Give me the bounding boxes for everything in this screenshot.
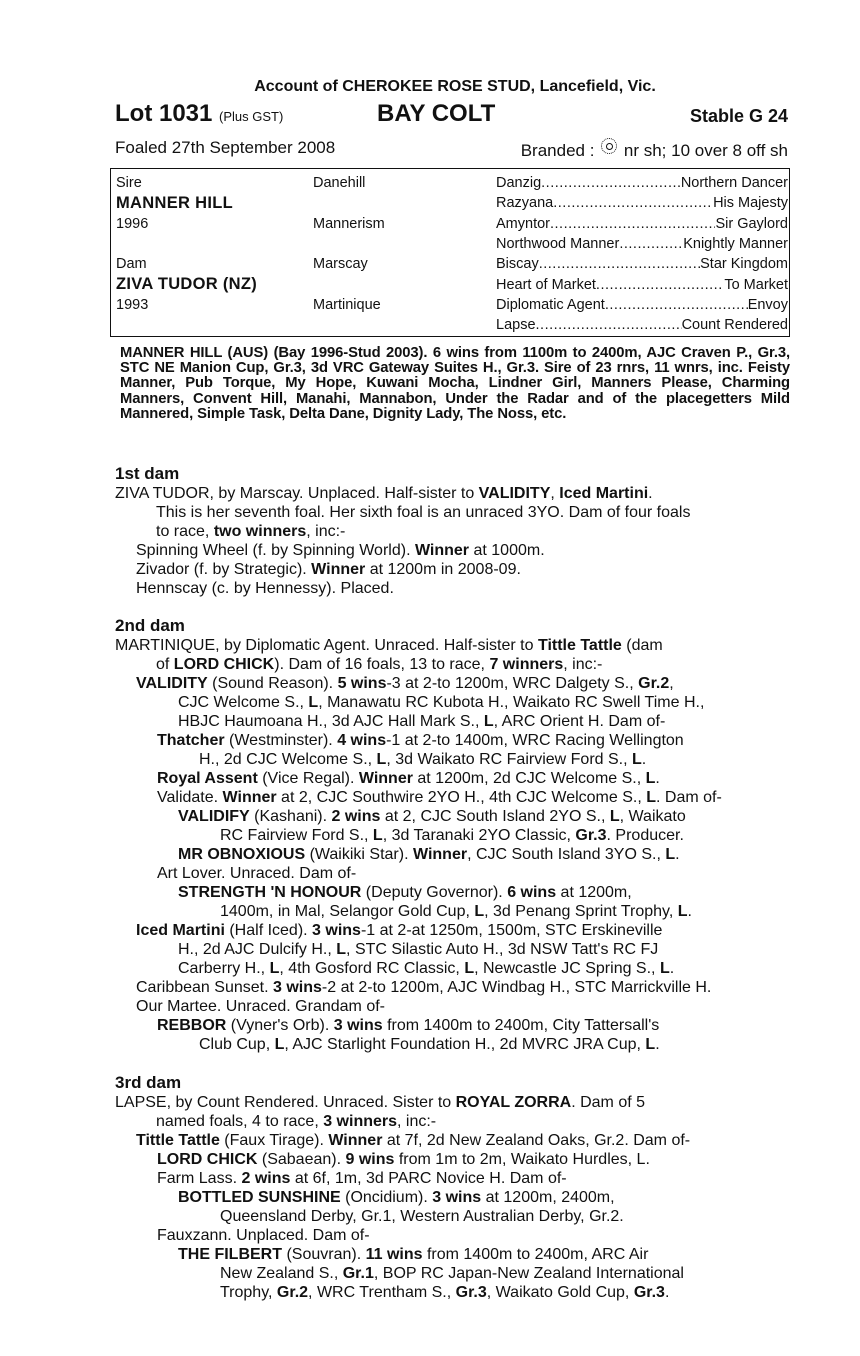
bold-text: VALIDITY xyxy=(136,675,208,692)
text-segment: (Vice Regal). xyxy=(257,770,359,787)
text-segment: , Newcastle JC Spring S., xyxy=(474,960,660,977)
bold-text: Gr.1 xyxy=(342,1265,374,1282)
text-segment: Club Cup, xyxy=(199,1036,275,1053)
second-dam-line xyxy=(157,788,722,807)
bold-text: Tittle Tattle xyxy=(537,637,622,654)
brand-mark-icon xyxy=(601,138,617,154)
dam-label: Dam xyxy=(116,256,147,272)
branded-info xyxy=(0,138,788,161)
text-segment: at 1200m, 2400m, xyxy=(481,1189,615,1206)
first-dam-line xyxy=(136,560,521,579)
text-segment: , xyxy=(550,485,560,502)
text-segment: at 2, CJC South Island 2YO S., xyxy=(380,808,610,825)
text-segment: Carberry H., xyxy=(178,960,270,977)
ancestor-right: Knightly Manner xyxy=(683,236,788,252)
ancestor-right: Count Rendered xyxy=(681,317,788,333)
bold-text: 5 wins xyxy=(337,675,387,692)
bold-text: 11 wins xyxy=(365,1246,423,1263)
ancestor-right: Northern Dancer xyxy=(680,175,788,191)
bold-text: Royal Assent xyxy=(157,770,258,787)
dam-year: 1993 xyxy=(116,297,149,313)
text-segment: at 2, CJC Southwire 2YO H., 4th CJC Welcome S., xyxy=(276,789,647,806)
ancestor-row xyxy=(496,297,788,313)
text-segment: RC Fairview Ford S., xyxy=(220,827,373,844)
bold-text: 7 winners xyxy=(489,656,564,673)
first-dam-line: This is her seventh foal. Her sixth foal is an unraced 3YO. Dam of four foals xyxy=(156,504,691,521)
text-segment: CJC Welcome S., xyxy=(178,694,309,711)
bold-text: Gr.3 xyxy=(455,1284,487,1301)
bold-text: VALIDIFY xyxy=(178,808,250,825)
ancestor-left: Diplomatic Agent xyxy=(496,297,605,313)
second-dam-line xyxy=(220,902,692,921)
ancestor-right: His Majesty xyxy=(713,195,788,211)
text-segment: , xyxy=(669,675,674,692)
text-segment: , WRC Trentham S., xyxy=(308,1284,456,1301)
text-segment: (Half Iced). xyxy=(224,922,313,939)
branded-suffix: nr sh; 10 over 8 off sh xyxy=(619,141,788,160)
sire-dam: Mannerism xyxy=(313,216,385,232)
text-segment: from 1m to 2m, Waikato Hurdles, L. xyxy=(394,1151,650,1168)
text-segment: 1400m, in Mal, Selangor Gold Cup, xyxy=(220,903,475,920)
sire-year: 1996 xyxy=(116,216,149,232)
ancestor-left: Heart of Market xyxy=(496,277,596,293)
text-segment: (dam xyxy=(621,637,663,654)
text-segment: Spinning Wheel (f. by Spinning World). xyxy=(136,542,415,559)
bold-text: Winner xyxy=(358,770,413,787)
text-segment: , BOP RC Japan-New Zealand International xyxy=(373,1265,684,1282)
third-dam-line: Fauxzann. Unplaced. Dam of- xyxy=(157,1227,370,1244)
bold-text: L xyxy=(677,903,688,920)
third-dam-line xyxy=(220,1264,684,1283)
third-dam-line xyxy=(157,1169,567,1188)
second-dam-line xyxy=(136,978,711,997)
ancestor-right: To Market xyxy=(724,277,788,293)
bold-text: STRENGTH 'N HONOUR xyxy=(178,884,362,901)
ancestor-row xyxy=(496,216,788,232)
bold-text: L xyxy=(646,789,656,806)
bold-text: 2 wins xyxy=(331,808,381,825)
bold-text: L xyxy=(464,960,475,977)
second-dam-line: Our Martee. Unraced. Grandam of- xyxy=(136,998,385,1015)
bold-text: L xyxy=(376,751,387,768)
text-segment: Validate. xyxy=(157,789,223,806)
first-dam-line xyxy=(115,484,653,503)
ancestor-row xyxy=(496,256,788,272)
ancestor-right: Sir Gaylord xyxy=(715,216,788,232)
text-segment: . xyxy=(641,751,647,768)
text-segment: . xyxy=(669,960,675,977)
second-dam-line xyxy=(178,940,658,959)
bold-text: Gr.3 xyxy=(633,1284,665,1301)
text-segment: ZIVA TUDOR, by Marscay. Unplaced. Half-sister to xyxy=(115,485,479,502)
bold-text: Winner xyxy=(414,542,470,559)
text-segment: (Sabaean). xyxy=(257,1151,346,1168)
text-segment: from 1400m to 2400m, ARC Air xyxy=(422,1246,649,1263)
text-segment: , AJC Starlight Foundation H., 2d MVRC JRA Cup, xyxy=(284,1036,646,1053)
text-segment: , 3d Waikato RC Fairview Ford S., xyxy=(386,751,633,768)
sire-summary: MANNER HILL (AUS) (Bay 1996-Stud 2003). 6 wins from 1100m to 2400m, AJC Craven P., Gr.3, STC NE Manion Cup, Gr.3, 3d VRC Gateway Suites H., Gr.3. Sire of 23 rnrs, 11 wnrs, inc. Feisty Manner, Pub Torque, My Hope, Kuwani Mocha, Lindner Girl, Manners Please, Charming Manners, Convent Hill, Manahi, Mannabon, Under the Radar and of the placegetters Mild Mannered, Simple Task, Delta Dane, Dignity Lady, The Noss, etc. xyxy=(120,345,790,422)
bold-text: L xyxy=(474,903,485,920)
bold-text: 3 wins xyxy=(432,1189,482,1206)
bold-text: 3 wins xyxy=(333,1017,383,1034)
second-dam-line xyxy=(136,921,662,940)
ancestor-left: Razyana xyxy=(496,195,554,211)
text-segment: -2 at 2-to 1200m, AJC Windbag H., STC Marrickville H. xyxy=(321,979,712,996)
bold-text: L xyxy=(645,770,656,787)
text-segment: LAPSE, by Count Rendered. Unraced. Sister to xyxy=(115,1094,456,1111)
bold-text: Gr.3 xyxy=(575,827,607,844)
bold-text: Winner xyxy=(412,846,468,863)
text-segment: . xyxy=(664,1284,670,1301)
text-segment: (Souvran). xyxy=(282,1246,366,1263)
text-segment: . xyxy=(648,485,653,502)
ancestor-row xyxy=(496,175,788,191)
bold-text: VALIDITY xyxy=(478,485,551,502)
second-dam-line xyxy=(157,731,684,750)
third-dam-line xyxy=(115,1093,645,1112)
bold-text: Thatcher xyxy=(157,732,225,749)
first-dam-line: Hennscay (c. by Hennessy). Placed. xyxy=(136,580,394,597)
text-segment: at 7f, 2d New Zealand Oaks, Gr.2. Dam of- xyxy=(382,1132,691,1149)
bold-text: BOTTLED SUNSHINE xyxy=(178,1189,341,1206)
ancestor-left: Danzig xyxy=(496,175,542,191)
foaled-date: Foaled 27th September 2008 xyxy=(115,138,336,157)
bold-text: Gr.2 xyxy=(638,675,670,692)
bold-text: L xyxy=(372,827,383,844)
text-segment: at 1200m, 2d CJC Welcome S., xyxy=(412,770,646,787)
text-segment: , 3d Penang Sprint Trophy, xyxy=(484,903,678,920)
second-dam-line xyxy=(199,1035,660,1054)
bold-text: two winners xyxy=(213,523,307,540)
bold-text: Iced Martini xyxy=(559,485,649,502)
text-segment: , inc:- xyxy=(397,1113,437,1130)
second-dam-line: Art Lover. Unraced. Dam of- xyxy=(157,865,357,882)
ancestor-row xyxy=(496,277,788,293)
bold-text: L xyxy=(483,713,494,730)
text-segment: (Westminster). xyxy=(224,732,338,749)
text-segment: ). Dam of 16 foals, 13 to race, xyxy=(274,656,490,673)
third-dam-line xyxy=(178,1188,615,1207)
bold-text: L xyxy=(659,960,670,977)
text-segment: . Dam of 5 xyxy=(571,1094,646,1111)
ancestor-row xyxy=(496,195,788,211)
dam-sire: Marscay xyxy=(313,256,368,272)
second-dam-line xyxy=(178,712,665,731)
bold-text: MR OBNOXIOUS xyxy=(178,846,306,863)
bold-text: 3 wins xyxy=(272,979,322,996)
bold-text: L xyxy=(665,846,676,863)
second-dam-line xyxy=(178,883,632,902)
second-dam-line xyxy=(178,959,674,978)
text-segment: H., 2d CJC Welcome S., xyxy=(199,751,377,768)
bold-text: 4 wins xyxy=(337,732,387,749)
third-dam-heading: 3rd dam xyxy=(115,1073,182,1092)
sire-name: MANNER HILL xyxy=(116,194,233,212)
bold-text: Winner xyxy=(311,561,366,578)
sire-label: Sire xyxy=(116,175,142,191)
second-dam-line xyxy=(157,769,660,788)
text-segment: of xyxy=(156,656,174,673)
second-dam-line xyxy=(136,674,674,693)
dam-dam: Martinique xyxy=(313,297,381,313)
text-segment: to race, xyxy=(156,523,214,540)
text-segment: , CJC South Island 3YO S., xyxy=(467,846,666,863)
second-dam-line xyxy=(178,807,686,826)
third-dam-line: Queensland Derby, Gr.1, Western Australian Derby, Gr.2. xyxy=(220,1208,624,1225)
second-dam-line xyxy=(199,750,646,769)
horse-description: BAY COLT xyxy=(377,100,496,127)
second-dam-line xyxy=(115,636,663,655)
second-dam-line xyxy=(220,826,684,845)
text-segment: Farm Lass. xyxy=(157,1170,242,1187)
ancestor-left: Biscay xyxy=(496,256,539,272)
text-segment: Zivador (f. by Strategic). xyxy=(136,561,312,578)
text-segment: from 1400m to 2400m, City Tattersall's xyxy=(382,1017,660,1034)
text-segment: at 6f, 1m, 3d PARC Novice H. Dam of- xyxy=(290,1170,567,1187)
second-dam-line xyxy=(178,845,680,864)
bold-text: LORD CHICK xyxy=(157,1151,258,1168)
text-segment: , ARC Orient H. Dam of- xyxy=(493,713,666,730)
ancestor-left: Lapse xyxy=(496,317,536,333)
ancestor-right: Star Kingdom xyxy=(700,256,788,272)
lot-label: Lot 1031 xyxy=(115,100,213,127)
text-segment: Caribbean Sunset. xyxy=(136,979,273,996)
third-dam-line xyxy=(136,1131,690,1150)
text-segment: (Oncidium). xyxy=(340,1189,433,1206)
text-segment: HBJC Haumoana H., 3d AJC Hall Mark S., xyxy=(178,713,484,730)
bold-text: Tittle Tattle xyxy=(136,1132,220,1149)
text-segment: New Zealand S., xyxy=(220,1265,343,1282)
third-dam-line xyxy=(220,1283,669,1302)
first-dam-heading: 1st dam xyxy=(115,464,180,483)
text-segment: (Kashani). xyxy=(249,808,332,825)
bold-text: Winner xyxy=(328,1132,383,1149)
text-segment: , 3d Taranaki 2YO Classic, xyxy=(382,827,576,844)
text-segment: (Sound Reason). xyxy=(207,675,338,692)
text-segment: (Waikiki Star). xyxy=(305,846,413,863)
text-segment: , inc:- xyxy=(306,523,346,540)
bold-text: 3 winners xyxy=(323,1113,398,1130)
bold-text: 6 wins xyxy=(507,884,557,901)
bold-text: Iced Martini xyxy=(136,922,225,939)
bold-text: 9 wins xyxy=(345,1151,395,1168)
bold-text: THE FILBERT xyxy=(178,1246,282,1263)
plus-gst-note: (Plus GST) xyxy=(219,109,284,124)
text-segment: . xyxy=(655,1036,660,1053)
third-dam-line xyxy=(178,1245,648,1264)
text-segment: -1 at 2-at 1250m, 1500m, STC Erskineville xyxy=(360,922,663,939)
text-segment: (Vyner's Orb). xyxy=(226,1017,334,1034)
bold-text: L xyxy=(645,1036,656,1053)
ancestor-row xyxy=(496,317,788,333)
text-segment: . Producer. xyxy=(606,827,684,844)
text-segment: , STC Silastic Auto H., 3d NSW Tatt's RC FJ xyxy=(346,941,659,958)
branded-prefix: Branded : xyxy=(520,141,600,160)
bold-text: L xyxy=(269,960,280,977)
bold-text: L xyxy=(632,751,642,768)
ancestor-left: Amyntor xyxy=(496,216,550,232)
text-segment: -3 at 2-to 1200m, WRC Dalgety S., xyxy=(386,675,639,692)
bold-text: 2 wins xyxy=(241,1170,291,1187)
bold-text: L xyxy=(308,694,319,711)
bold-text: Gr.2 xyxy=(276,1284,309,1301)
text-segment: , 4th Gosford RC Classic, xyxy=(279,960,465,977)
text-segment: (Deputy Governor). xyxy=(361,884,508,901)
text-segment: (Faux Tirage). xyxy=(219,1132,329,1149)
text-segment: . xyxy=(655,770,660,787)
second-dam-heading: 2nd dam xyxy=(115,616,185,635)
text-segment: MARTINIQUE, by Diplomatic Agent. Unraced. Half-sister to xyxy=(115,637,538,654)
bold-text: LORD CHICK xyxy=(173,656,275,673)
second-dam-line xyxy=(156,655,602,674)
second-dam-line xyxy=(178,693,704,712)
text-segment: at 1200m, xyxy=(556,884,632,901)
text-segment: , Waikato Gold Cup, xyxy=(486,1284,634,1301)
sire-sire: Danehill xyxy=(313,175,366,191)
bold-text: L xyxy=(609,808,620,825)
first-dam-line xyxy=(156,522,345,541)
ancestor-row xyxy=(496,236,788,252)
bold-text: 3 wins xyxy=(312,922,361,939)
pedigree-table xyxy=(110,168,790,337)
text-segment: named foals, 4 to race, xyxy=(156,1113,324,1130)
third-dam-line xyxy=(157,1150,650,1169)
bold-text: L xyxy=(336,941,347,958)
text-segment: , inc:- xyxy=(563,656,603,673)
bold-text: ROYAL ZORRA xyxy=(455,1094,572,1111)
second-dam-line xyxy=(157,1016,659,1035)
first-dam-line xyxy=(136,541,545,560)
text-segment: Trophy, xyxy=(220,1284,277,1301)
bold-text: REBBOR xyxy=(157,1017,227,1034)
text-segment: . xyxy=(675,846,680,863)
third-dam-line xyxy=(156,1112,436,1131)
bold-text: Winner xyxy=(222,789,277,806)
text-segment: H., 2d AJC Dulcify H., xyxy=(178,941,337,958)
bold-text: L xyxy=(274,1036,285,1053)
ancestor-right: Envoy xyxy=(747,297,788,313)
text-segment: at 1000m. xyxy=(469,542,545,559)
text-segment: , Manawatu RC Kubota H., Waikato RC Swell Time H., xyxy=(318,694,705,711)
text-segment: . xyxy=(687,903,692,920)
ancestor-left: Northwood Manner xyxy=(496,236,620,252)
text-segment: . Dam of- xyxy=(656,789,722,806)
account-heading: Account of CHEROKEE ROSE STUD, Lancefield, Vic. xyxy=(254,78,656,95)
stable-number: Stable G 24 xyxy=(689,106,788,126)
text-segment: at 1200m in 2008-09. xyxy=(365,561,521,578)
dam-name: ZIVA TUDOR (NZ) xyxy=(116,275,258,293)
text-segment: -1 at 2-to 1400m, WRC Racing Wellington xyxy=(386,732,684,749)
text-segment: , Waikato xyxy=(619,808,686,825)
